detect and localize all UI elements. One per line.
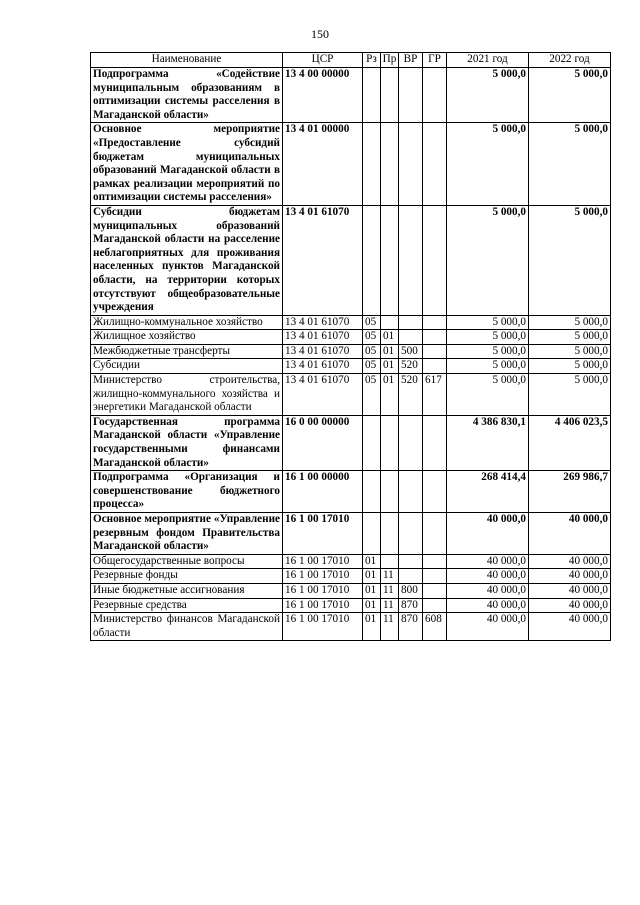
cell-y2021: 40 000,0 <box>447 583 529 598</box>
cell-name: Министерство финансов Магаданской области <box>91 613 283 641</box>
header-rz: Рз <box>363 53 381 68</box>
cell-csr: 16 1 00 17010 <box>283 598 363 613</box>
cell-rz: 05 <box>363 374 381 416</box>
cell-gr <box>423 315 447 330</box>
cell-rz: 05 <box>363 330 381 345</box>
cell-name: Резервные средства <box>91 598 283 613</box>
cell-vr <box>399 415 423 470</box>
cell-gr <box>423 554 447 569</box>
cell-gr <box>423 513 447 555</box>
cell-y2021: 5 000,0 <box>447 68 529 123</box>
cell-csr: 13 4 01 00000 <box>283 123 363 206</box>
header-csr: ЦСР <box>283 53 363 68</box>
cell-y2022: 5 000,0 <box>529 374 611 416</box>
cell-pr: 01 <box>381 359 399 374</box>
table-row <box>91 330 611 345</box>
header-name: Наименование <box>91 53 283 68</box>
cell-name: Жилищно-коммунальное хозяйство <box>91 315 283 330</box>
cell-y2022: 4 406 023,5 <box>529 415 611 470</box>
cell-y2021: 40 000,0 <box>447 513 529 555</box>
table-row <box>91 471 611 513</box>
cell-y2022: 269 986,7 <box>529 471 611 513</box>
cell-rz: 05 <box>363 359 381 374</box>
cell-pr <box>381 513 399 555</box>
cell-name: Подпрограмма «Организация и совершенствование бюджетного процесса» <box>91 471 283 513</box>
cell-gr <box>423 344 447 359</box>
cell-y2021: 5 000,0 <box>447 315 529 330</box>
cell-gr <box>423 569 447 584</box>
cell-pr: 11 <box>381 583 399 598</box>
cell-csr: 13 4 01 61070 <box>283 330 363 345</box>
table-row <box>91 205 611 315</box>
cell-csr: 16 1 00 17010 <box>283 569 363 584</box>
cell-rz <box>363 513 381 555</box>
cell-y2022: 5 000,0 <box>529 330 611 345</box>
cell-pr: 01 <box>381 344 399 359</box>
cell-vr: 870 <box>399 613 423 641</box>
table-row <box>91 554 611 569</box>
cell-y2021: 40 000,0 <box>447 569 529 584</box>
cell-gr: 608 <box>423 613 447 641</box>
cell-y2021: 5 000,0 <box>447 344 529 359</box>
cell-vr <box>399 569 423 584</box>
cell-csr: 13 4 01 61070 <box>283 344 363 359</box>
cell-y2021: 40 000,0 <box>447 554 529 569</box>
cell-name: Межбюджетные трансферты <box>91 344 283 359</box>
cell-rz <box>363 415 381 470</box>
cell-rz: 01 <box>363 569 381 584</box>
table-header <box>91 53 611 68</box>
cell-y2022: 40 000,0 <box>529 598 611 613</box>
budget-table <box>90 52 611 641</box>
cell-rz: 05 <box>363 344 381 359</box>
table-row <box>91 569 611 584</box>
cell-rz <box>363 205 381 315</box>
cell-pr <box>381 205 399 315</box>
cell-y2021: 5 000,0 <box>447 205 529 315</box>
table-row <box>91 123 611 206</box>
cell-csr: 13 4 01 61070 <box>283 359 363 374</box>
cell-rz: 01 <box>363 598 381 613</box>
cell-name: Иные бюджетные ассигнования <box>91 583 283 598</box>
cell-y2022: 5 000,0 <box>529 359 611 374</box>
table-row <box>91 513 611 555</box>
cell-y2022: 40 000,0 <box>529 583 611 598</box>
cell-name: Подпрограмма «Содействие муниципальным образованиям в оптимизации системы расселения в Магаданской области» <box>91 68 283 123</box>
header-2021: 2021 год <box>447 53 529 68</box>
cell-vr <box>399 330 423 345</box>
table-row <box>91 68 611 123</box>
cell-vr <box>399 68 423 123</box>
cell-pr: 11 <box>381 569 399 584</box>
cell-y2021: 268 414,4 <box>447 471 529 513</box>
cell-vr: 500 <box>399 344 423 359</box>
cell-y2021: 5 000,0 <box>447 359 529 374</box>
table-row <box>91 415 611 470</box>
cell-vr <box>399 315 423 330</box>
cell-vr <box>399 513 423 555</box>
cell-csr: 13 4 01 61070 <box>283 374 363 416</box>
cell-y2021: 5 000,0 <box>447 123 529 206</box>
cell-name: Министерство строительства, жилищно-коммунального хозяйства и энергетики Магаданской области <box>91 374 283 416</box>
cell-gr <box>423 359 447 374</box>
cell-pr: 11 <box>381 598 399 613</box>
cell-pr <box>381 554 399 569</box>
cell-name: Государственная программа Магаданской области «Управление государственными финансами Магаданской области» <box>91 415 283 470</box>
cell-y2022: 5 000,0 <box>529 68 611 123</box>
header-gr: ГР <box>423 53 447 68</box>
cell-gr <box>423 583 447 598</box>
cell-csr: 13 4 01 61070 <box>283 315 363 330</box>
table-row <box>91 613 611 641</box>
cell-csr: 16 1 00 17010 <box>283 613 363 641</box>
cell-rz: 01 <box>363 554 381 569</box>
cell-y2021: 4 386 830,1 <box>447 415 529 470</box>
cell-name: Резервные фонды <box>91 569 283 584</box>
cell-vr <box>399 554 423 569</box>
cell-y2022: 5 000,0 <box>529 123 611 206</box>
cell-vr: 870 <box>399 598 423 613</box>
cell-csr: 16 1 00 17010 <box>283 554 363 569</box>
cell-y2022: 40 000,0 <box>529 554 611 569</box>
cell-gr: 617 <box>423 374 447 416</box>
cell-csr: 16 1 00 17010 <box>283 513 363 555</box>
cell-y2022: 5 000,0 <box>529 205 611 315</box>
cell-name: Жилищное хозяйство <box>91 330 283 345</box>
cell-y2021: 5 000,0 <box>447 374 529 416</box>
cell-pr <box>381 68 399 123</box>
cell-gr <box>423 68 447 123</box>
cell-y2022: 40 000,0 <box>529 569 611 584</box>
cell-name: Общегосударственные вопросы <box>91 554 283 569</box>
cell-gr <box>423 598 447 613</box>
cell-vr: 520 <box>399 374 423 416</box>
cell-name: Основное мероприятие «Предоставление субсидий бюджетам муниципальных образований Магаданской области в рамках реализации мероприятий по оптимизации системы расселения» <box>91 123 283 206</box>
cell-y2021: 40 000,0 <box>447 613 529 641</box>
cell-pr <box>381 315 399 330</box>
cell-pr: 01 <box>381 374 399 416</box>
cell-name: Субсидии бюджетам муниципальных образований Магаданской области на расселение неблагоприятных для проживания населенных пунктов Магаданской области, на территории которых отсутствуют общеобразовательные учреждения <box>91 205 283 315</box>
table-row <box>91 583 611 598</box>
cell-rz: 01 <box>363 613 381 641</box>
cell-y2021: 40 000,0 <box>447 598 529 613</box>
cell-vr <box>399 471 423 513</box>
cell-csr: 13 4 01 61070 <box>283 205 363 315</box>
cell-vr <box>399 123 423 206</box>
cell-y2021: 5 000,0 <box>447 330 529 345</box>
page-number: 150 <box>311 27 329 41</box>
cell-rz: 01 <box>363 583 381 598</box>
cell-y2022: 40 000,0 <box>529 613 611 641</box>
cell-vr <box>399 205 423 315</box>
cell-y2022: 5 000,0 <box>529 315 611 330</box>
cell-gr <box>423 415 447 470</box>
table-row <box>91 374 611 416</box>
cell-pr <box>381 415 399 470</box>
cell-rz <box>363 68 381 123</box>
cell-csr: 16 0 00 00000 <box>283 415 363 470</box>
cell-gr <box>423 123 447 206</box>
cell-pr: 11 <box>381 613 399 641</box>
cell-gr <box>423 205 447 315</box>
table-row <box>91 315 611 330</box>
table-row <box>91 359 611 374</box>
cell-name: Субсидии <box>91 359 283 374</box>
cell-name: Основное мероприятие «Управление резервным фондом Правительства Магаданской области» <box>91 513 283 555</box>
cell-csr: 16 1 00 00000 <box>283 471 363 513</box>
table-row <box>91 598 611 613</box>
cell-csr: 16 1 00 17010 <box>283 583 363 598</box>
cell-pr: 01 <box>381 330 399 345</box>
cell-pr <box>381 471 399 513</box>
cell-y2022: 5 000,0 <box>529 344 611 359</box>
cell-csr: 13 4 00 00000 <box>283 68 363 123</box>
cell-gr <box>423 471 447 513</box>
cell-vr: 800 <box>399 583 423 598</box>
cell-vr: 520 <box>399 359 423 374</box>
header-vr: ВР <box>399 53 423 68</box>
cell-rz <box>363 471 381 513</box>
cell-y2022: 40 000,0 <box>529 513 611 555</box>
header-2022: 2022 год <box>529 53 611 68</box>
cell-rz <box>363 123 381 206</box>
cell-gr <box>423 330 447 345</box>
table-body <box>91 68 611 641</box>
table-row <box>91 344 611 359</box>
cell-pr <box>381 123 399 206</box>
cell-rz: 05 <box>363 315 381 330</box>
header-pr: Пр <box>381 53 399 68</box>
